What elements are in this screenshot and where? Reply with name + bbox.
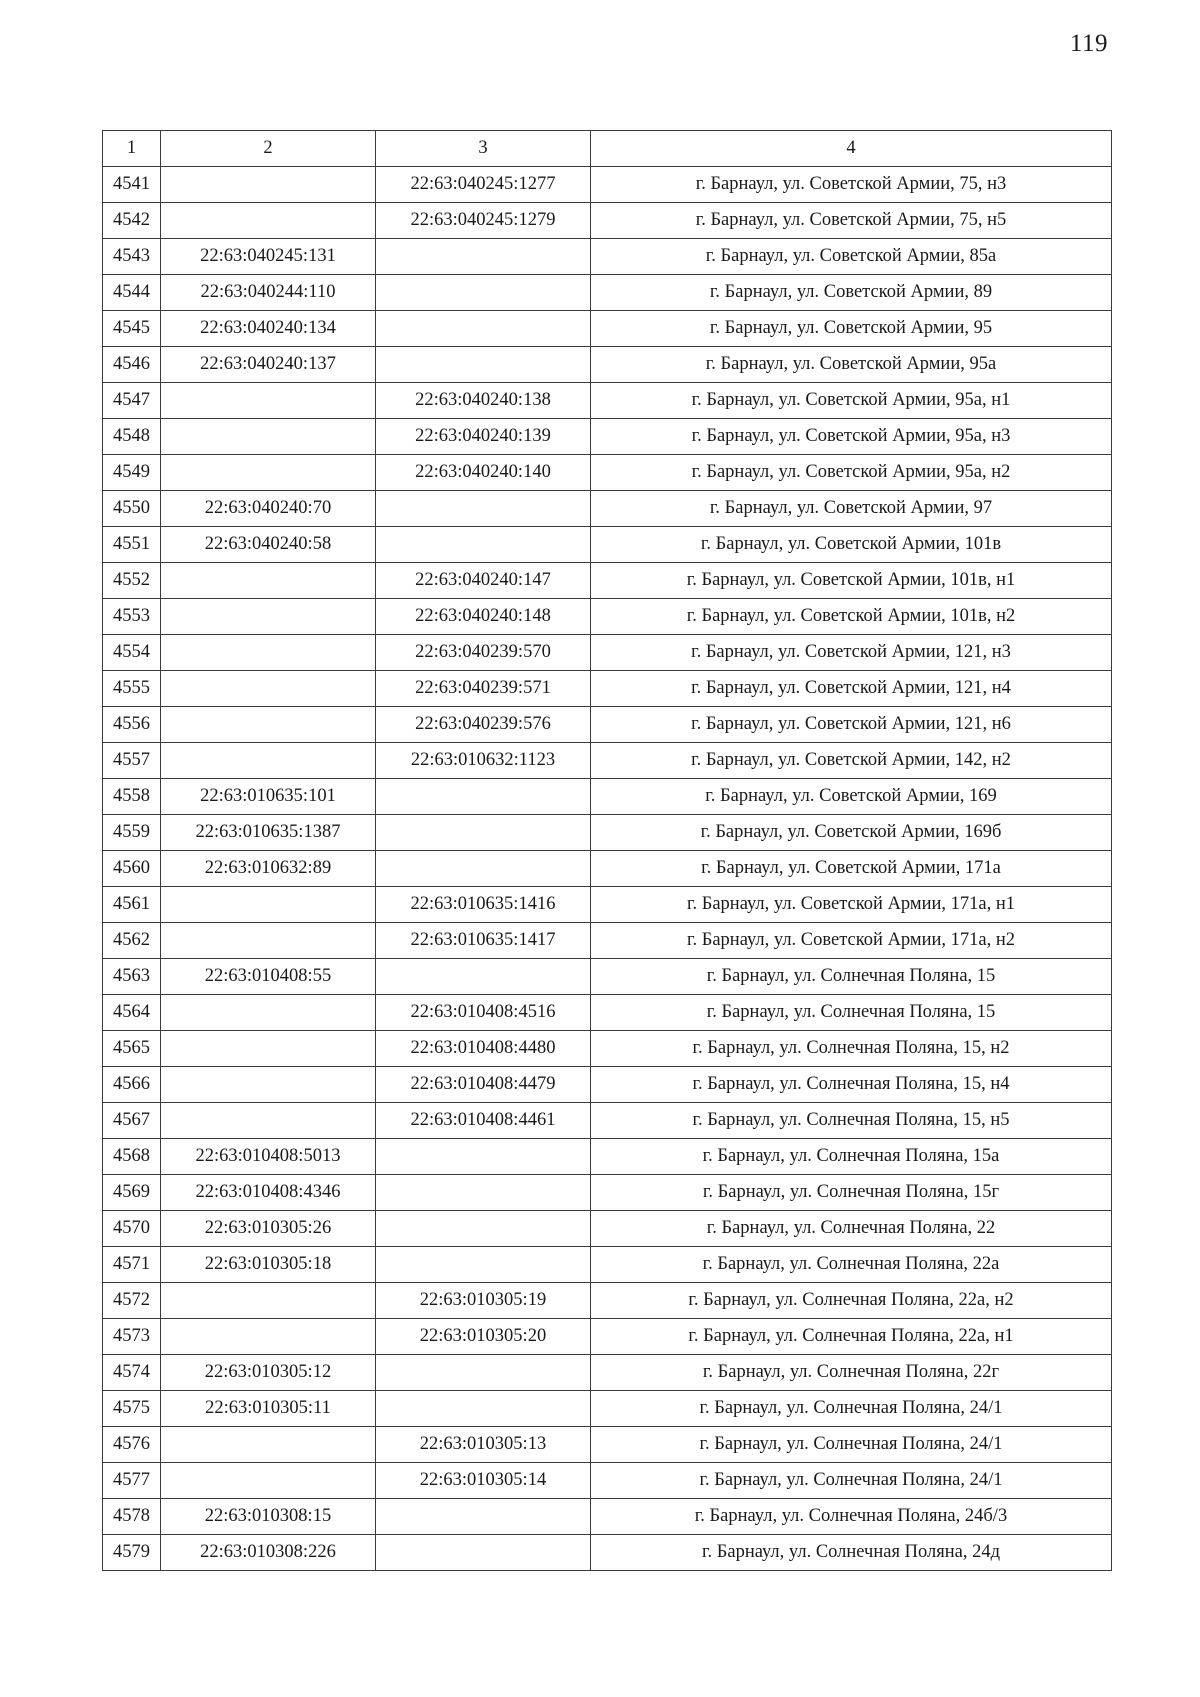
cadastral-number-cell: 22:63:040245:131 xyxy=(161,239,376,275)
table-row xyxy=(103,1499,1112,1535)
premises-cadastral-cell: 22:63:040240:148 xyxy=(376,599,591,635)
cadastral-number-cell xyxy=(161,203,376,239)
table-row xyxy=(103,563,1112,599)
address-cell: г. Барнаул, ул. Советской Армии, 85а xyxy=(591,239,1112,275)
table-row xyxy=(103,491,1112,527)
cadastral-number-cell xyxy=(161,1319,376,1355)
row-number-cell: 4567 xyxy=(103,1103,161,1139)
column-header-4: 4 xyxy=(591,131,1112,167)
cadastral-number-cell: 22:63:010308:15 xyxy=(161,1499,376,1535)
row-number-cell: 4565 xyxy=(103,1031,161,1067)
row-number-cell: 4545 xyxy=(103,311,161,347)
table-row xyxy=(103,1355,1112,1391)
table-row xyxy=(103,203,1112,239)
premises-cadastral-cell: 22:63:010305:20 xyxy=(376,1319,591,1355)
premises-cadastral-cell: 22:63:040240:139 xyxy=(376,419,591,455)
table-row xyxy=(103,455,1112,491)
row-number-cell: 4548 xyxy=(103,419,161,455)
cadastral-number-cell: 22:63:010408:55 xyxy=(161,959,376,995)
table-row xyxy=(103,1211,1112,1247)
cadastral-number-cell xyxy=(161,923,376,959)
premises-cadastral-cell xyxy=(376,815,591,851)
premises-cadastral-cell xyxy=(376,779,591,815)
premises-cadastral-cell xyxy=(376,347,591,383)
cadastral-number-cell: 22:63:010305:26 xyxy=(161,1211,376,1247)
address-cell: г. Барнаул, ул. Солнечная Поляна, 15, н5 xyxy=(591,1103,1112,1139)
table-row xyxy=(103,1283,1112,1319)
cadastral-number-cell: 22:63:010635:101 xyxy=(161,779,376,815)
row-number-cell: 4541 xyxy=(103,167,161,203)
row-number-cell: 4547 xyxy=(103,383,161,419)
row-number-cell: 4546 xyxy=(103,347,161,383)
address-cell: г. Барнаул, ул. Советской Армии, 89 xyxy=(591,275,1112,311)
address-cell: г. Барнаул, ул. Советской Армии, 121, н6 xyxy=(591,707,1112,743)
row-number-cell: 4573 xyxy=(103,1319,161,1355)
cadastral-number-cell: 22:63:010635:1387 xyxy=(161,815,376,851)
cadastral-number-cell xyxy=(161,707,376,743)
address-cell: г. Барнаул, ул. Советской Армии, 75, н3 xyxy=(591,167,1112,203)
premises-cadastral-cell xyxy=(376,1391,591,1427)
row-number-cell: 4554 xyxy=(103,635,161,671)
premises-cadastral-cell: 22:63:010408:4516 xyxy=(376,995,591,1031)
table-row xyxy=(103,1535,1112,1571)
row-number-cell: 4576 xyxy=(103,1427,161,1463)
premises-cadastral-cell: 22:63:010635:1417 xyxy=(376,923,591,959)
cadastral-number-cell: 22:63:010305:11 xyxy=(161,1391,376,1427)
premises-cadastral-cell: 22:63:010305:14 xyxy=(376,1463,591,1499)
premises-cadastral-cell: 22:63:040239:570 xyxy=(376,635,591,671)
row-number-cell: 4556 xyxy=(103,707,161,743)
address-cell: г. Барнаул, ул. Советской Армии, 121, н3 xyxy=(591,635,1112,671)
premises-cadastral-cell: 22:63:010408:4480 xyxy=(376,1031,591,1067)
row-number-cell: 4557 xyxy=(103,743,161,779)
row-number-cell: 4572 xyxy=(103,1283,161,1319)
row-number-cell: 4543 xyxy=(103,239,161,275)
premises-cadastral-cell: 22:63:040245:1279 xyxy=(376,203,591,239)
row-number-cell: 4577 xyxy=(103,1463,161,1499)
table-row xyxy=(103,383,1112,419)
cadastral-number-cell xyxy=(161,1283,376,1319)
premises-cadastral-cell: 22:63:040239:576 xyxy=(376,707,591,743)
row-number-cell: 4555 xyxy=(103,671,161,707)
address-cell: г. Барнаул, ул. Советской Армии, 101в xyxy=(591,527,1112,563)
row-number-cell: 4563 xyxy=(103,959,161,995)
address-cell: г. Барнаул, ул. Советской Армии, 121, н4 xyxy=(591,671,1112,707)
cadastral-number-cell xyxy=(161,599,376,635)
premises-cadastral-cell: 22:63:010632:1123 xyxy=(376,743,591,779)
premises-cadastral-cell xyxy=(376,1175,591,1211)
cadastral-number-cell xyxy=(161,1427,376,1463)
row-number-cell: 4559 xyxy=(103,815,161,851)
address-cell: г. Барнаул, ул. Советской Армии, 101в, н2 xyxy=(591,599,1112,635)
table-body xyxy=(103,167,1112,1571)
cadastral-number-cell: 22:63:010408:4346 xyxy=(161,1175,376,1211)
row-number-cell: 4575 xyxy=(103,1391,161,1427)
table-row xyxy=(103,1067,1112,1103)
row-number-cell: 4552 xyxy=(103,563,161,599)
cadastral-number-cell: 22:63:010305:18 xyxy=(161,1247,376,1283)
address-cell: г. Барнаул, ул. Солнечная Поляна, 22а, н2 xyxy=(591,1283,1112,1319)
address-cell: г. Барнаул, ул. Советской Армии, 101в, н1 xyxy=(591,563,1112,599)
row-number-cell: 4564 xyxy=(103,995,161,1031)
premises-cadastral-cell: 22:63:010635:1416 xyxy=(376,887,591,923)
address-cell: г. Барнаул, ул. Солнечная Поляна, 24/1 xyxy=(591,1463,1112,1499)
cadastral-number-cell xyxy=(161,455,376,491)
cadastral-number-cell: 22:63:010305:12 xyxy=(161,1355,376,1391)
premises-cadastral-cell xyxy=(376,1535,591,1571)
premises-cadastral-cell xyxy=(376,1211,591,1247)
table-row xyxy=(103,923,1112,959)
premises-cadastral-cell xyxy=(376,1247,591,1283)
row-number-cell: 4560 xyxy=(103,851,161,887)
cadastral-number-cell xyxy=(161,743,376,779)
table-row xyxy=(103,1319,1112,1355)
address-cell: г. Барнаул, ул. Советской Армии, 95а xyxy=(591,347,1112,383)
table-row xyxy=(103,275,1112,311)
table-row xyxy=(103,347,1112,383)
table-row xyxy=(103,743,1112,779)
column-header-2: 2 xyxy=(161,131,376,167)
address-cell: г. Барнаул, ул. Солнечная Поляна, 15, н4 xyxy=(591,1067,1112,1103)
address-cell: г. Барнаул, ул. Солнечная Поляна, 15а xyxy=(591,1139,1112,1175)
address-cell: г. Барнаул, ул. Солнечная Поляна, 22 xyxy=(591,1211,1112,1247)
premises-cadastral-cell xyxy=(376,1499,591,1535)
table-row xyxy=(103,1463,1112,1499)
cadastral-number-cell: 22:63:040240:58 xyxy=(161,527,376,563)
row-number-cell: 4569 xyxy=(103,1175,161,1211)
address-cell: г. Барнаул, ул. Советской Армии, 142, н2 xyxy=(591,743,1112,779)
cadastral-number-cell: 22:63:040240:70 xyxy=(161,491,376,527)
address-cell: г. Барнаул, ул. Советской Армии, 171а, н2 xyxy=(591,923,1112,959)
cadastral-number-cell xyxy=(161,887,376,923)
cadastral-number-cell xyxy=(161,635,376,671)
address-cell: г. Барнаул, ул. Солнечная Поляна, 24д xyxy=(591,1535,1112,1571)
premises-cadastral-cell: 22:63:010305:19 xyxy=(376,1283,591,1319)
address-cell: г. Барнаул, ул. Советской Армии, 171а, н1 xyxy=(591,887,1112,923)
premises-cadastral-cell: 22:63:040240:140 xyxy=(376,455,591,491)
row-number-cell: 4578 xyxy=(103,1499,161,1535)
row-number-cell: 4561 xyxy=(103,887,161,923)
address-cell: г. Барнаул, ул. Солнечная Поляна, 22а xyxy=(591,1247,1112,1283)
address-cell: г. Барнаул, ул. Солнечная Поляна, 15, н2 xyxy=(591,1031,1112,1067)
address-cell: г. Барнаул, ул. Солнечная Поляна, 22г xyxy=(591,1355,1112,1391)
table-row xyxy=(103,167,1112,203)
table-row xyxy=(103,1139,1112,1175)
address-cell: г. Барнаул, ул. Советской Армии, 75, н5 xyxy=(591,203,1112,239)
cadastral-number-cell: 22:63:040240:134 xyxy=(161,311,376,347)
row-number-cell: 4544 xyxy=(103,275,161,311)
table-row xyxy=(103,1427,1112,1463)
address-cell: г. Барнаул, ул. Солнечная Поляна, 15г xyxy=(591,1175,1112,1211)
address-cell: г. Барнаул, ул. Советской Армии, 171а xyxy=(591,851,1112,887)
cadastral-number-cell xyxy=(161,1031,376,1067)
premises-cadastral-cell xyxy=(376,959,591,995)
premises-cadastral-cell: 22:63:040240:147 xyxy=(376,563,591,599)
table-row xyxy=(103,995,1112,1031)
row-number-cell: 4574 xyxy=(103,1355,161,1391)
table-row xyxy=(103,851,1112,887)
address-cell: г. Барнаул, ул. Солнечная Поляна, 15 xyxy=(591,959,1112,995)
row-number-cell: 4558 xyxy=(103,779,161,815)
premises-cadastral-cell xyxy=(376,851,591,887)
cadastral-number-cell xyxy=(161,383,376,419)
address-cell: г. Барнаул, ул. Советской Армии, 95а, н2 xyxy=(591,455,1112,491)
table-row xyxy=(103,707,1112,743)
address-cell: г. Барнаул, ул. Солнечная Поляна, 24/1 xyxy=(591,1391,1112,1427)
address-cell: г. Барнаул, ул. Солнечная Поляна, 22а, н1 xyxy=(591,1319,1112,1355)
table-row xyxy=(103,815,1112,851)
table-row xyxy=(103,311,1112,347)
address-cell: г. Барнаул, ул. Советской Армии, 95а, н1 xyxy=(591,383,1112,419)
table-row xyxy=(103,1031,1112,1067)
table-row xyxy=(103,671,1112,707)
table-row xyxy=(103,1103,1112,1139)
row-number-cell: 4550 xyxy=(103,491,161,527)
address-cell: г. Барнаул, ул. Солнечная Поляна, 24б/3 xyxy=(591,1499,1112,1535)
cadastral-number-cell: 22:63:010408:5013 xyxy=(161,1139,376,1175)
address-cell: г. Барнаул, ул. Советской Армии, 95 xyxy=(591,311,1112,347)
premises-cadastral-cell: 22:63:040239:571 xyxy=(376,671,591,707)
cadastral-number-cell: 22:63:040244:110 xyxy=(161,275,376,311)
table-row xyxy=(103,527,1112,563)
table-header xyxy=(103,131,1112,167)
row-number-cell: 4570 xyxy=(103,1211,161,1247)
table-row xyxy=(103,1247,1112,1283)
address-cell: г. Барнаул, ул. Солнечная Поляна, 15 xyxy=(591,995,1112,1031)
address-cell: г. Барнаул, ул. Советской Армии, 95а, н3 xyxy=(591,419,1112,455)
column-header-3: 3 xyxy=(376,131,591,167)
address-cell: г. Барнаул, ул. Советской Армии, 169б xyxy=(591,815,1112,851)
table-row xyxy=(103,599,1112,635)
cadastral-number-cell xyxy=(161,167,376,203)
row-number-cell: 4566 xyxy=(103,1067,161,1103)
premises-cadastral-cell: 22:63:040245:1277 xyxy=(376,167,591,203)
cadastral-number-cell xyxy=(161,995,376,1031)
premises-cadastral-cell xyxy=(376,239,591,275)
address-cell: г. Барнаул, ул. Советской Армии, 169 xyxy=(591,779,1112,815)
page-number: 119 xyxy=(1069,30,1108,57)
premises-cadastral-cell xyxy=(376,527,591,563)
cadastral-number-cell xyxy=(161,671,376,707)
table-row xyxy=(103,959,1112,995)
row-number-cell: 4551 xyxy=(103,527,161,563)
premises-cadastral-cell: 22:63:040240:138 xyxy=(376,383,591,419)
table-row xyxy=(103,1175,1112,1211)
premises-cadastral-cell xyxy=(376,1139,591,1175)
row-number-cell: 4571 xyxy=(103,1247,161,1283)
cadastral-number-cell xyxy=(161,1463,376,1499)
premises-cadastral-cell: 22:63:010305:13 xyxy=(376,1427,591,1463)
premises-cadastral-cell xyxy=(376,491,591,527)
cadastral-number-cell xyxy=(161,1067,376,1103)
row-number-cell: 4553 xyxy=(103,599,161,635)
cadastral-number-cell: 22:63:010632:89 xyxy=(161,851,376,887)
row-number-cell: 4542 xyxy=(103,203,161,239)
table-row xyxy=(103,1391,1112,1427)
cadastral-number-cell: 22:63:040240:137 xyxy=(161,347,376,383)
address-cell: г. Барнаул, ул. Советской Армии, 97 xyxy=(591,491,1112,527)
row-number-cell: 4568 xyxy=(103,1139,161,1175)
premises-cadastral-cell xyxy=(376,1355,591,1391)
table-row xyxy=(103,779,1112,815)
premises-cadastral-cell xyxy=(376,275,591,311)
premises-cadastral-cell: 22:63:010408:4461 xyxy=(376,1103,591,1139)
cadastral-number-cell xyxy=(161,419,376,455)
table-row xyxy=(103,419,1112,455)
cadastral-number-cell xyxy=(161,563,376,599)
header-row xyxy=(103,131,1112,167)
cadastral-number-cell xyxy=(161,1103,376,1139)
row-number-cell: 4549 xyxy=(103,455,161,491)
registry-table xyxy=(102,130,1112,1571)
premises-cadastral-cell xyxy=(376,311,591,347)
table-row xyxy=(103,887,1112,923)
premises-cadastral-cell: 22:63:010408:4479 xyxy=(376,1067,591,1103)
cadastral-number-cell: 22:63:010308:226 xyxy=(161,1535,376,1571)
row-number-cell: 4562 xyxy=(103,923,161,959)
table-row xyxy=(103,239,1112,275)
table-row xyxy=(103,635,1112,671)
row-number-cell: 4579 xyxy=(103,1535,161,1571)
column-header-1: 1 xyxy=(103,131,161,167)
address-cell: г. Барнаул, ул. Солнечная Поляна, 24/1 xyxy=(591,1427,1112,1463)
